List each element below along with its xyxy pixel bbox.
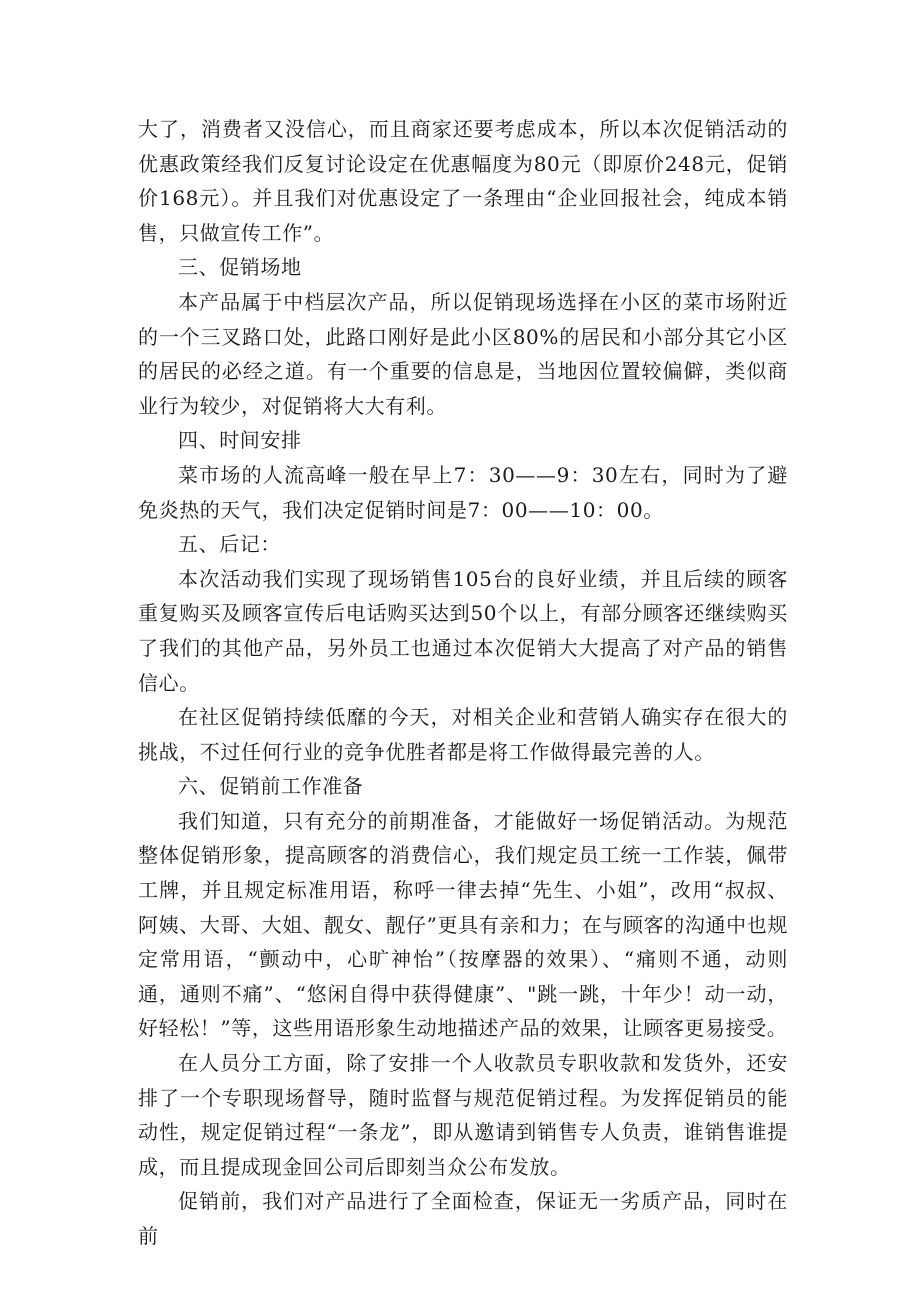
paragraph-venue: 本产品属于中档层次产品，所以促销现场选择在小区的菜市场附近的一个三叉路口处，此路口刚好是此小区80%的居民和小部分其它小区的居民的必经之道。有一个重要的信息是，当地因位置较偏僻，类似商业行为较少，对促销将大大有利。: [138, 289, 788, 418]
paragraph-preparation: 我们知道，只有充分的前期准备，才能做好一场促销活动。为规范整体促销形象，提高顾客的消费信心，我们规定员工统一工作装，佩带工牌，并且规定标准用语，称呼一律去掉“先生、小姐”，改用“叔叔、阿姨、大哥、大姐、靓女、靓仔”更具有亲和力；在与顾客的沟通中也规定常用语，“颤动中，心旷神怡”（按摩器的效果）、“痛则不通，动则通，通则不痛”、“悠闲自得中获得健康”、"跳一跳，十年少！动一动，好轻松！”等，这些用语形象生动地描述产品的效果，让顾客更易接受。: [138, 808, 788, 1041]
section-heading-preparation: 六、促销前工作准备: [178, 774, 364, 799]
paragraph-pricing-policy: 大了，消费者又没信心，而且商家还要考虑成本，所以本次促销活动的优惠政策经我们反复讨论设定在优惠幅度为80元（即原价248元，促销价168元）。并且我们对优惠设定了一条理由“企业回报社会，纯成本销售，只做宣传工作”。: [138, 117, 788, 245]
section-heading-schedule: 四、时间安排: [178, 428, 302, 453]
paragraph-challenge: 在社区促销持续低靡的今天，对相关企业和营销人确实存在很大的挑战，不过任何行业的竞争优胜者都是将工作做得最完善的人。: [138, 705, 788, 764]
section-heading-postscript: 五、后记：: [178, 532, 281, 557]
paragraph-schedule: 菜市场的人流高峰一般在早上7：30——9：30左右，同时为了避免炎热的天气，我们决定促销时间是7：00——10：00。: [138, 462, 788, 522]
paragraph-staffing: 在人员分工方面，除了安排一个人收款员专职收款和发货外，还安排了一个专职现场督导，随时监督与规范促销过程。为发挥促销员的能动性，规定促销过程“一条龙”，即从邀请到销售专人负责，谁销售谁提成，而且提成现金回公司后即刻当众公布发放。: [138, 1051, 788, 1179]
section-heading-venue: 三、促销场地: [178, 255, 302, 280]
paragraph-results: 本次活动我们实现了现场销售105台的良好业绩，并且后续的顾客重复购买及顾客宣传后电话购买达到50个以上，有部分顾客还继续购买了我们的其他产品，另外员工也通过本次促销大大提高了对产品的销售信心。: [138, 566, 788, 695]
paragraph-product-check: 促销前，我们对产品进行了全面检查，保证无一劣质产品，同时在前: [138, 1189, 788, 1248]
document-body: [138, 112, 788, 1254]
